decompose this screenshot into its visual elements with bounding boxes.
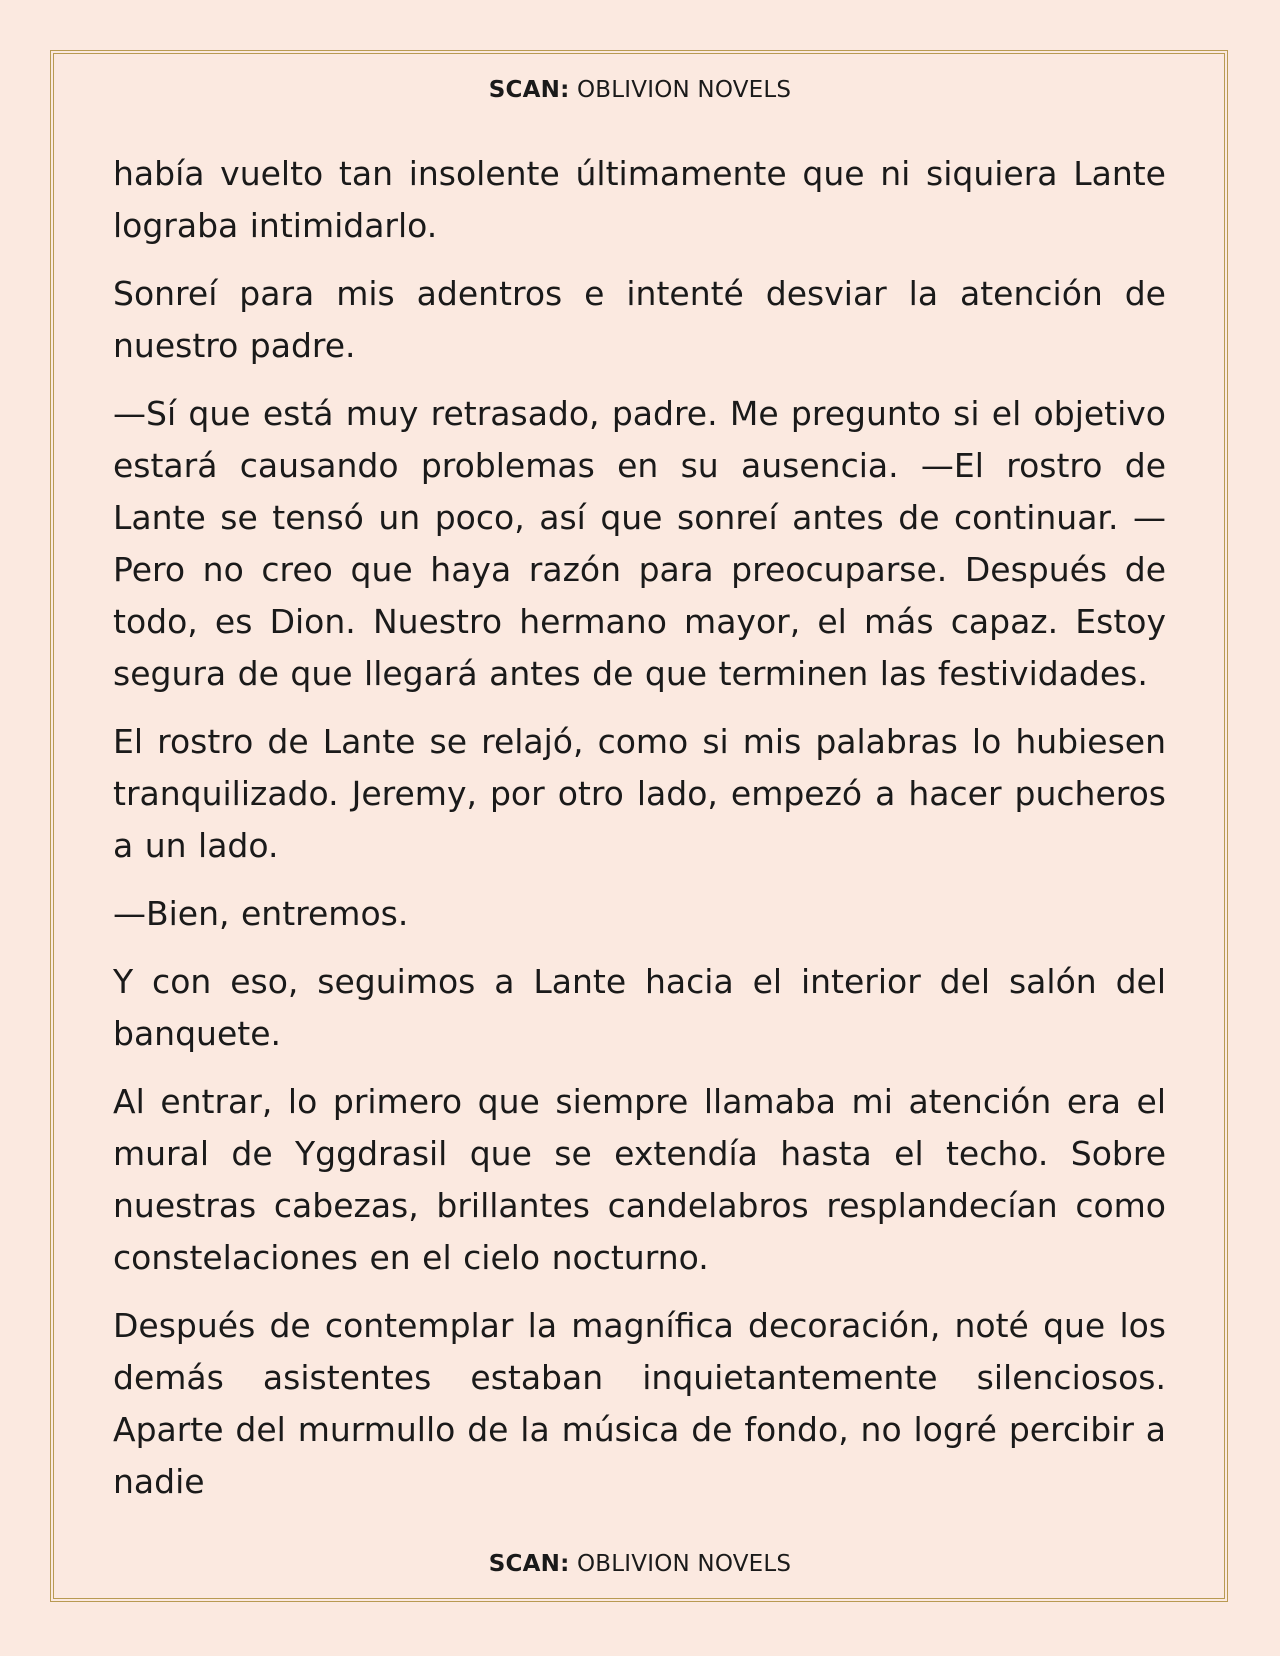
paragraph: Después de contemplar la magnífica decoración, noté que los demás asistentes estaban inquietantemente silenciosos. Aparte del murmullo de la música de fondo, no logré percibir a nadie — [113, 1306, 1166, 1501]
paragraph: Y con eso, seguimos a Lante hacia el interior del salón del banquete. — [113, 962, 1166, 1053]
paragraph: —Sí que está muy retrasado, padre. Me pregunto si el objetivo estará causando problemas en su ausencia. —El rostro de Lante se tensó un poco, así que sonreí antes de continuar. —Pero no creo que haya razón para preocuparse. Después de todo, es Dion. Nuestro hermano mayor, el más capaz. Estoy segura de que llegará antes de que terminen las festividades. — [113, 394, 1166, 693]
paragraph: había vuelto tan insolente últimamente que ni siquiera Lante lograba intimidarlo. — [113, 154, 1166, 245]
header-scan-value: OBLIVION NOVELS — [577, 77, 792, 103]
footer-scan-credit — [0, 1551, 1280, 1577]
header-scan-key: SCAN: — [488, 77, 570, 103]
paragraph: Al entrar, lo primero que siempre llamaba mi atención era el mural de Yggdrasil que se extendía hasta el techo. Sobre nuestras cabezas, brillantes candelabros resplandecían como constelaciones en el cielo nocturno. — [113, 1082, 1166, 1277]
paragraph: —Bien, entremos. — [113, 894, 409, 933]
footer-scan-key: SCAN: — [488, 1551, 570, 1577]
page-body — [113, 148, 1166, 1524]
paragraph: Sonreí para mis adentros e intenté desviar la atención de nuestro padre. — [113, 274, 1166, 365]
footer-scan-value: OBLIVION NOVELS — [577, 1551, 792, 1577]
header-scan-credit — [0, 77, 1280, 103]
paragraph: El rostro de Lante se relajó, como si mis palabras lo hubiesen tranquilizado. Jeremy, por otro lado, empezó a hacer pucheros a un lado. — [113, 722, 1166, 865]
